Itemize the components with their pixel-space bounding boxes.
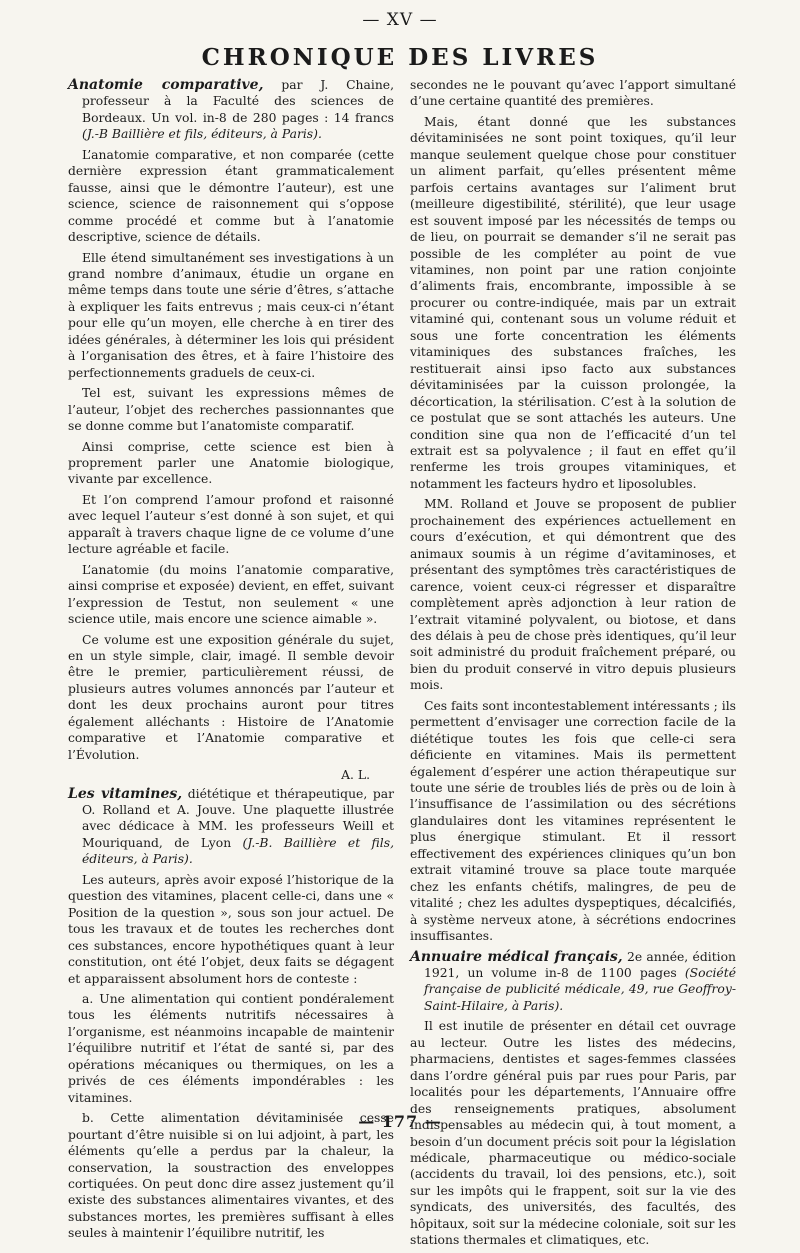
paragraph: Ces faits sont incontestablement intéressants ; ils permettent d’envisager une correction facile de la diététique toutes les fois que celle-ci sera déficiente en vitamines. Mais ils permettent également d’espérer une action thérapeutique sur toute une série de troubles liés de près ou de loin à l’insuffisance de l’assimilation ou des sécrétions glandulaires dont les vitamines représentent le plus énergique stimulant. Et il ressort effectivement des expériences cliniques qu’un bon extrait vitaminé trouve sa place toute marquée chez les enfants chétifs, malingres, de peu de vitalité ; chez les adultes dyspeptiques, décalcifiés, à système nerveux atone, à sécrétions endocrines insuffisantes. <box>410 698 736 944</box>
paragraph: Mais, étant donné que les substances dévitaminisées ne sont point toxiques, qu’il leur manque seulement quelque chose pour constituer un aliment parfait, qu’elles présentent même parfois certains avantages sur l’aliment brut (meilleure digestibilité, stérilité), que leur usage est souvent imposé par les nécessités de temps ou de lieu, on pourrait se demander s’il ne serait pas possible de les compléter au point de vue vitamines, non point par une ration conjointe d’aliments frais, encombrante, impossible à se procurer ou contre-indiquée, mais par un extrait vitaminé qui, contenant sous un volume réduit et sous une forte concentration les éléments vitaminiques des substances fraîches, les restituerait ainsi ipso facto aux substances dévitaminisées par la cuisson prolongée, la décortication, la stérilisation. C’est à la solution de ce postulat que se sont attachés les auteurs. Une condition sine qua non de l’efficacité d’un tel extrait est sa polyvalence ; il faut en effet qu’il renferme les trois groupes vitaminiques, et notamment les facteurs hydro et liposolubles. <box>410 114 736 491</box>
paragraph: MM. Rolland et Jouve se proposent de publier prochainement des expériences actuellement en cours d’exécution, et qui démontrent que des animaux soumis à un régime d’avitaminoses, et présentant des symptômes très caractéristiques de carence, voient ceux-ci régresser et disparaître complètement après adjonction à leur ration de l’extrait vitaminé polyvalent, ou biotose, et dans des délais à peu de chose près identiques, qu’il leur soit administré du produit fraîchement préparé, ou bien du produit conservé in vitro depuis plusieurs mois. <box>410 497 736 693</box>
paragraph: secondes ne le pouvant qu’avec l’apport simultané d’une certaine quantité des premières. <box>410 78 736 109</box>
book-entry-vitamines <box>68 786 394 868</box>
paragraph: Elle étend simultanément ses investigations à un grand nombre d’animaux, étudie un organe en même temps dans toute une série d’êtres, s’attache à expliquer les faits entrevus ; mais ceux-ci n’étant pour elle qu’un moyen, elle cherche à en tirer des idées générales, à déterminer les lois qui président à l’organisation des êtres, et à faire l’histoire des perfectionnements graduels de ceux-ci. <box>68 250 394 380</box>
book-entry-anatomie <box>68 77 394 143</box>
paragraph: Les auteurs, après avoir exposé l’historique de la question des vitamines, placent celle-ci, dans une « Position de la question », sous son jour actuel. De tous les travaux et de toutes les recherches dont ces substances, encore hypothétiques quant à leur constitution, ont été l’objet, deux faits se dégagent et apparaissent absolument hors de conteste : <box>68 872 394 986</box>
paragraph: Il est inutile de présenter en détail cet ouvrage au lecteur. Outre les listes des médecins, pharmaciens, dentistes et sages-femmes classées dans l’ordre général puis par rues pour Paris, par localités pour les départements, l’Annuaire offre des renseignements pratiques, absolument indispensables au médecin qui, à tout moment, a besoin d’un document précis soit pour la législation médicale, pharmaceutique ou médico-sociale (accidents du travail, loi des pensions, etc.), soit sur les impôts qui le frappent, soit sur la vie des syndicats, des universités, des facultés, des hôpitaux, soit sur la médecine coloniale, soit sur les stations thermales et climatiques, etc. <box>410 1019 736 1248</box>
book-title: Anatomie comparative, <box>68 77 264 93</box>
paragraph: L’anatomie (du moins l’anatomie comparative, ainsi comprise et exposée) devient, en effet, suivant l’expression de Testut, non seulement « une science utile, mais encore une science aimable ». <box>68 562 394 627</box>
book-publisher: (J.-B. Baillière et fils, éditeurs, à Paris). <box>82 835 394 867</box>
review-signature: A. L. <box>341 768 370 783</box>
paragraph: Tel est, suivant les expressions mêmes de l’auteur, l’objet des recherches passionnantes que se donne comme but l’anatomiste comparatif. <box>68 386 394 434</box>
paragraph: L’anatomie comparative, et non comparée (cette dernière expression étant grammaticalement fausse, ainsi que le démontre l’auteur), est une science, science de raisonnement qui s’oppose comme procédé et comme but à l’anatomie descriptive, science de détails. <box>68 147 394 245</box>
book-title: Annuaire médical français, <box>410 948 623 965</box>
book-bibliography: par J. Chaine, professeur à la Faculté des sciences de Bordeaux. Un vol. in-8 de 280 pages : 14 francs <box>82 78 394 125</box>
book-entry-annuaire <box>410 949 736 1015</box>
paragraph: b. Cette alimentation dévitaminisée cesse pourtant d’être nuisible si on lui adjoint, à part, les éléments qu’elle a perdus par la chaleur, la conservation, la soustraction des enveloppes cortiquées. On peut donc dire assez justement qu’il existe des substances alimentaires vivantes, et des substances mortes, les premières suffisant à elles seules à maintenir l’équilibre nutritif, les <box>68 1111 394 1241</box>
book-publisher: (Société française de publicité médicale, 49, rue Geoffroy-Saint-Hilaire, à Paris). <box>424 966 736 1013</box>
book-bibliography: diététique et thérapeutique, par O. Rolland et A. Jouve. Une plaquette illustrée avec dédicace à MM. les professeurs Weill et Mouriquand, de Lyon <box>82 786 394 850</box>
page-title: CHRONIQUE DES LIVRES <box>201 44 599 71</box>
paragraph: a. Une alimentation qui contient pondéralement tous les éléments nutritifs nécessaires à l’organisme, est néanmoins incapable de maintenir l’équilibre nutritif et l’état de santé si, par des opérations mécaniques ou thermiques, on les a privés de ces éléments impondérables : les vitamines. <box>68 992 394 1105</box>
right-column <box>410 77 736 1253</box>
page-number: — 177 — <box>358 1112 442 1131</box>
book-publisher: (J.-B Baillière et fils, éditeurs, à Paris). <box>82 127 322 142</box>
book-title: Les vitamines, <box>68 785 183 802</box>
paragraph: Ainsi comprise, cette science est bien à proprement parler une Anatomie biologique, vivante par excellence. <box>68 439 394 487</box>
paragraph: Et l’on comprend l’amour profond et raisonné avec lequel l’auteur s’est donné à son sujet, et qui apparaît à travers chaque ligne de ce volume d’une lecture agréable et facile. <box>68 492 394 557</box>
paragraph: Ce volume est une exposition générale du sujet, en un style simple, clair, imagé. Il semble devoir être le premier, particulièrement réussi, de plusieurs autres volumes annoncés par l’auteur et dont les deux prochains auront pour titres également alléchants : Histoire de l’Anatomie comparative et l’Anatomie comparative et l’Évolution. <box>68 632 394 762</box>
roman-page-number: — XV — <box>362 10 438 30</box>
book-bibliography: 2e année, édition 1921, un volume in-8 de 1100 pages <box>424 949 736 981</box>
left-column <box>68 77 394 1246</box>
